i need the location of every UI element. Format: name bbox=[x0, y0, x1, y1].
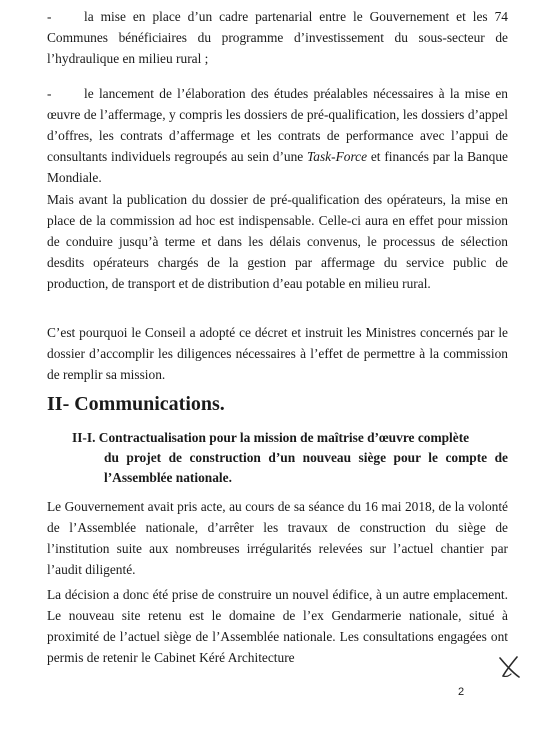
bullet-text bbox=[47, 83, 508, 188]
paragraph-government-note: Le Gouvernement avait pris acte, au cours de sa séance du 16 mai 2018, de la volonté de l’Assemblée nationale, d’arrêter les travaux de construction du siège de l’institution suite aux nombreuses irrégularités relevées sur l’actuel chantier par l’audit diligenté. bbox=[47, 499, 508, 577]
page-number: 2 bbox=[458, 686, 465, 698]
bullet-item-partnership bbox=[47, 6, 508, 69]
paragraph-new-building: La décision a donc été prise de construire un nouvel édifice, à un autre emplacement. Le nouveau site retenu est le domaine de l’ex Gendarmerie nationale, situé à proximité de l’actuel siège de l’Assemblée nationale. Les consultations engagées ont permis de retenir le Cabinet Kéré Architecture bbox=[47, 587, 508, 665]
handwritten-initials-icon bbox=[495, 654, 525, 680]
paragraph-council-decision: C’est pourquoi le Conseil a adopté ce décret et instruit les Ministres concernés par le dossier d’accomplir les diligences nécessaires à l’effet de permettre à la commission de remplir sa mission. bbox=[47, 325, 508, 382]
bullet-dash: - bbox=[47, 86, 52, 101]
subsection-title-rest: du projet de construction d’un nouveau siège pour le compte de l’Assemblée nationale. bbox=[104, 450, 508, 485]
subsection-title bbox=[72, 428, 508, 488]
bullet-text: la mise en place d’un cadre partenarial entre le Gouvernement et les 74 Communes bénéficiaires du programme d’investissement du sous-secteur de l’hydraulique en milieu rural ; bbox=[47, 9, 508, 66]
bullet-text-end: et financés par la Banque Mondiale. bbox=[47, 149, 508, 185]
bullet-item-studies bbox=[47, 83, 508, 188]
subsection-title-line1: II-I. Contractualisation pour la mission de maîtrise d’œuvre complète bbox=[72, 430, 470, 445]
bullet-text-italic: Task-Force bbox=[307, 149, 368, 164]
bullet-text-main: le lancement de l’élaboration des études préalables nécessaires à la mise en œuvre de l’affermage, y compris les dossiers de pré-qualification, les dossiers d’appel d’offres, les contrats d’affermage et les contrats de performance avec l’appui de consultants individuels regroupés au sein d’une bbox=[47, 86, 508, 164]
paragraph-prequalification: Mais avant la publication du dossier de pré-qualification des opérateurs, la mise en place de la commission ad hoc est indispensable. Celle-ci aura en effet pour mission de conduire jusqu’à terme et dans les délais convenus, le processus de sélection desdits opérateurs chargés de la gestion par affermage du service public de production, de transport et de distribution d’eau potable en milieu rural. bbox=[47, 192, 508, 291]
section-title: II- Communications. bbox=[47, 393, 225, 415]
bullet-dash: - bbox=[47, 9, 52, 24]
